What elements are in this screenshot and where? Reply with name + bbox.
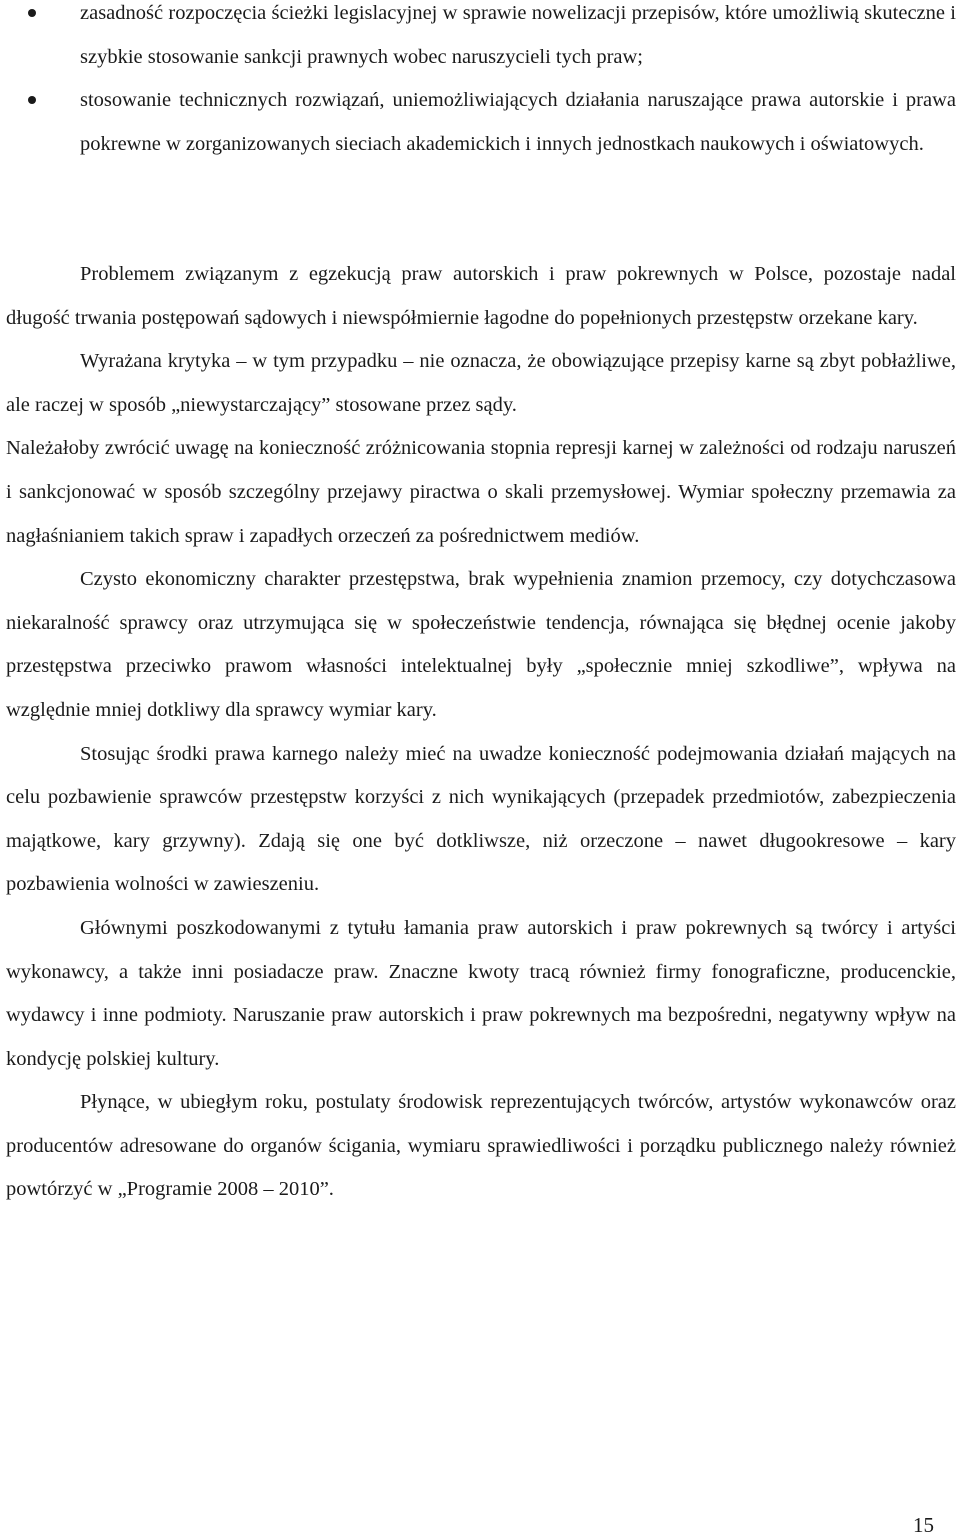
paragraph: Problemem związanym z egzekucją praw autorskich i praw pokrewnych w Polsce, pozostaje nadal długość trwania postępowań sądowych i niewspółmiernie łagodne do popełnionych przestępstw orzekane kary. — [6, 263, 956, 329]
body-text — [6, 253, 956, 1212]
paragraph: Stosując środki prawa karnego należy mieć na uwadze konieczność podejmowania działań mających na celu pozbawienie sprawców przestępstw korzyści z nich wynikających (przepadek przedmiotów, zabezpieczenia majątkowe, kary grzywny). Zdają się one być dotkliwsze, niż orzeczone – nawet długookresowe – kary pozbawienia wolności w zawieszeniu. — [6, 742, 956, 896]
bullet-list — [6, 0, 956, 166]
paragraph: Głównymi poszkodowanymi z tytułu łamania praw autorskich i praw pokrewnych są twórcy i artyści wykonawcy, a także inni posiadacze praw. Znaczne kwoty tracą również firmy fonograficzne, producenckie, wydawcy i inne podmioty. Naruszanie praw autorskich i praw pokrewnych ma bezpośredni, negatywny wpływ na kondycję polskiej kultury. — [6, 916, 956, 1070]
paragraph: Płynące, w ubiegłym roku, postulaty środowisk reprezentujących twórców, artystów wykonawców oraz producentów adresowane do organów ścigania, wymiaru sprawiedliwości i porządku publicznego należy również powtórzyć w „Programie 2008 – 2010”. — [6, 1091, 956, 1201]
bullet-dot-icon — [28, 9, 36, 17]
page-number: 15 — [913, 1513, 934, 1537]
bullet-text: stosowanie technicznych rozwiązań, uniemożliwiających działania naruszające prawa autorskie i prawa pokrewne w zorganizowanych sieciach akademickich i innych jednostkach naukowych i oświatowych. — [80, 89, 956, 155]
paragraph: Czysto ekonomiczny charakter przestępstwa, brak wypełnienia znamion przemocy, czy dotychczasowa niekaralność sprawcy oraz utrzymująca się w społeczeństwie tendencja, równająca się błędnej ocenie jakoby przestępstwa przeciwko prawom własności intelektualnej były „społecznie mniej szkodliwe”, wpływa na względnie mniej dotkliwy dla sprawcy wymiar kary. — [6, 568, 956, 721]
paragraph: Należałoby zwrócić uwagę na konieczność zróżnicowania stopnia represji karnej w zależności od rodzaju naruszeń i sankcjonować w sposób szczególny przejawy piractwa o skali przemysłowej. Wymiar społeczny przemawia za nagłaśnianiem takich spraw i zapadłych orzeczeń za pośrednictwem mediów. — [6, 437, 956, 547]
bullet-item — [6, 0, 956, 79]
bullet-item — [6, 79, 956, 166]
bullet-text: zasadność rozpoczęcia ścieżki legislacyjnej w sprawie nowelizacji przepisów, które umożliwią skuteczne i szybkie stosowanie sankcji prawnych wobec naruszycieli tych praw; — [80, 2, 956, 68]
paragraph: Wyrażana krytyka – w tym przypadku – nie oznacza, że obowiązujące przepisy karne są zbyt pobłażliwe, ale raczej w sposób „niewystarczający” stosowane przez sądy. — [6, 350, 956, 416]
bullet-dot-icon — [28, 96, 36, 104]
